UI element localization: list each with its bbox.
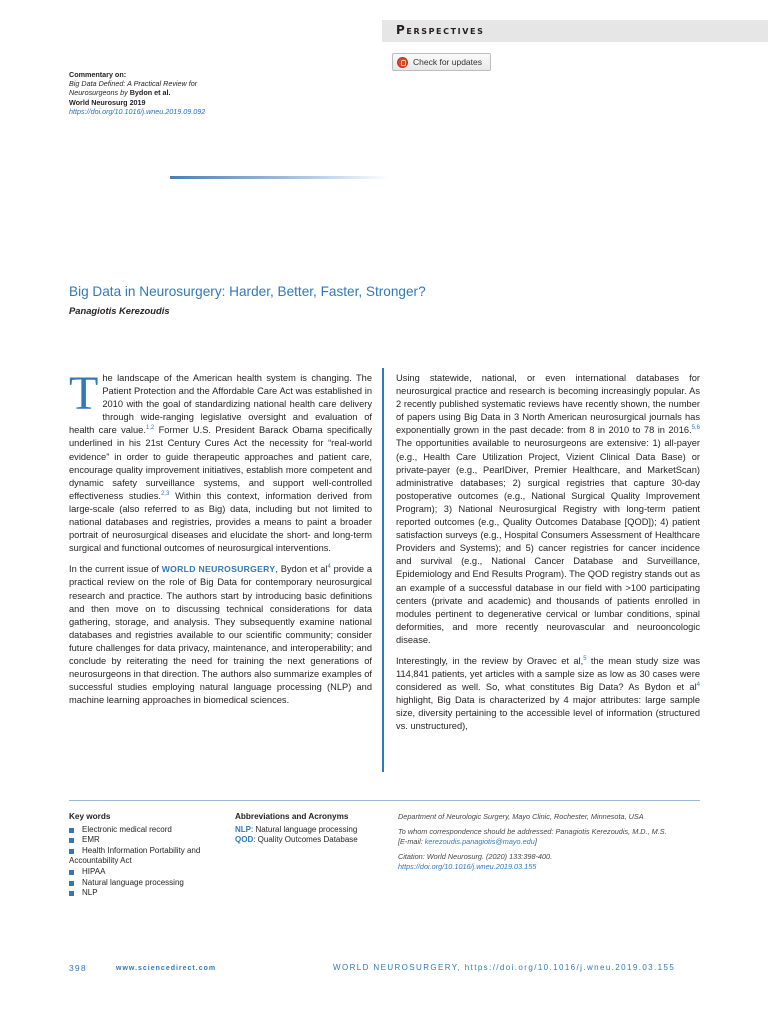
citation-ref[interactable]: 5,6: [691, 425, 700, 432]
commentary-title-line1: Big Data Defined: A Practical Review for: [69, 79, 198, 89]
text-run: the mean study size was 114,841 patients, yet articles with a sample size as low as 30 cases were considered as well. So, what constitutes Big Data? As Bydon et al: [396, 655, 700, 693]
citation-ref[interactable]: 1,2: [145, 425, 155, 432]
paragraph: [396, 372, 700, 647]
bullet-icon: [69, 891, 74, 896]
abbreviation-definition: : Natural language processing: [251, 824, 358, 834]
abbreviation-entry: [235, 835, 365, 846]
keyword-item: [69, 825, 219, 836]
commentary-journal-year: World Neurosurg 2019: [69, 97, 146, 107]
keyword-text: EMR: [82, 835, 100, 845]
article-title: Big Data in Neurosurgery: Harder, Better, Faster, Stronger?: [69, 284, 426, 299]
abbreviations-box: [235, 812, 365, 846]
citation-ref[interactable]: 2,3: [160, 490, 170, 497]
bullet-icon: [69, 849, 74, 854]
keywords-box: [69, 812, 219, 899]
journal-link[interactable]: WORLD NEUROSURGERY: [161, 564, 276, 575]
commentary-block: [69, 70, 329, 116]
check-for-updates-button[interactable]: [392, 53, 491, 71]
column-divider: [382, 368, 384, 772]
bullet-icon: [69, 838, 74, 843]
check-for-updates-label: Check for updates: [413, 57, 482, 67]
text-run: provide a practical review on the role of Big Data for contemporary neurosurgical research and practice. The authors start by introducing basic definitions and then move on to discussing technical considerations for data gathering, storage, and analysis. They subsequently examine national databases and registries available to our scientific community; consider future challenges for data privacy, maintenance, and interoperability; and conclude by reiterating the need for training the next generations of neurosurgeons in that direction. The authors also summarize examples of successful studies employing natural language processing (NLP) and machine learning approaches in biomedical sciences.: [69, 564, 372, 706]
keyword-text-cont: Accountability Act: [69, 856, 132, 866]
keyword-text: NLP: [82, 888, 98, 898]
abbreviation-term: QOD: [235, 835, 254, 845]
drop-cap: T: [69, 367, 99, 420]
citation-ref[interactable]: 5: [583, 655, 587, 662]
keyword-text: Natural language processing: [82, 877, 184, 887]
article-author: Panagiotis Kerezoudis: [69, 305, 170, 316]
keyword-text: HIPAA: [82, 866, 106, 876]
keyword-item: [69, 846, 219, 867]
email-link[interactable]: kerezoudis.panagiotis@mayo.edu: [424, 837, 535, 846]
correspondence-text: To whom correspondence should be addressed: Panagiotis Kerezoudis, M.D., M.S.: [398, 827, 667, 836]
citation-ref[interactable]: 4: [327, 564, 331, 571]
sciencedirect-link[interactable]: www.sciencedirect.com: [116, 965, 217, 972]
article-doi-link[interactable]: https://doi.org/10.1016/j.wneu.2019.03.155: [398, 862, 537, 871]
decorative-rule: [170, 176, 390, 179]
keyword-item: [69, 888, 219, 899]
paragraph: [69, 367, 373, 555]
correspondence: [398, 827, 698, 847]
department: Department of Neurologic Surgery, Mayo Clinic, Rochester, Minnesota, USA: [398, 812, 644, 821]
commentary-label: Commentary on:: [69, 70, 127, 79]
footnote-rule: [69, 800, 700, 801]
text-run: In the current issue of: [69, 564, 162, 575]
abbreviation-term: NLP: [235, 824, 251, 834]
email-label: [E-mail:: [398, 837, 425, 846]
body-column-right: [396, 372, 700, 742]
keywords-title: Key words: [69, 812, 111, 821]
text-run: Interestingly, in the review by Oravec et al,: [396, 655, 584, 666]
keyword-item: [69, 878, 219, 889]
check-updates-icon: [397, 57, 408, 68]
commentary-doi-link[interactable]: https://doi.org/10.1016/j.wneu.2019.09.092: [69, 106, 206, 116]
citation: [398, 852, 698, 872]
keyword-item: [69, 835, 219, 846]
paragraph: [69, 563, 372, 707]
abbreviation-entry: [235, 825, 365, 836]
commentary-title-line2: Neurosurgeons by: [69, 88, 128, 98]
keyword-item: [69, 867, 219, 878]
text-run: , Bydon et al: [275, 564, 328, 575]
section-header-label: Perspectives: [396, 23, 485, 37]
page-number: 398: [69, 963, 87, 973]
keyword-text: Electronic medical record: [82, 824, 172, 834]
citation-ref[interactable]: 4: [696, 682, 700, 689]
footer-journal-doi[interactable]: WORLD NEUROSURGERY, https://doi.org/10.1016/j.wneu.2019.03.155: [333, 963, 676, 972]
text-run: Within this context, information derived from large-scale (also referred to as Big) data, including but not limited to national databases and registries, provides a means to paint a broader portrait of neurosurgical diseases and elucidate the short- and long-term surgical and functional outcomes of neurosurgical interventions.: [69, 490, 372, 554]
text-run: Former U.S. President Barack Obama specifically underlined in his 21st Century Cures Act the necessity for “real-world evidence” in order to guide therapeutic approaches and patient care, encourage quality improvement initiatives, establish more competent and dynamic safety surveillance systems, and support well-controlled effectiveness studies.: [69, 425, 373, 501]
text-run: highlight, Big Data is characterized by 4 major attributes: large sample size, diversity pertaining to the accessible level of information (structured vs. unstructured),: [396, 695, 700, 732]
paragraph: [396, 655, 700, 734]
email-end: ]: [534, 837, 537, 846]
body-column-left: [69, 367, 373, 715]
text-run: The opportunities available to neurosurgeons are extensive: 1) all-payer (e.g., Health Care Utilization Project, Vizient Clinical Data Base) or private-payer (e.g., PearlDiver, Premier Healthcare, and MarketScan) administrative databases; 2) surgical registries that capture 30-day postoperative outcomes (e.g., National Surgical Quality Improvement Program); 3) National Neurosurgical Registry with long-term patient reported outcomes (e.g., Quality Outcomes Database [QOD]); 4) patient satisfaction surveys (e.g., Hospital Consumers Assessment of Healthcare Providers and Systems); and 5) cancer registries for cancer incidence and survival (e.g., National Cancer Database and Surveillance, Epidemiology and End Results Program). The QOD registry stands out as an example of a successful database in our field with >100 participating centers (private and academic) and thousands of patients enrolled in modules pertinent to degenerative cervical or lumbar conditions, spinal deformities, and more recently neurovascular and neurooncologic disease.: [396, 438, 700, 645]
bullet-icon: [69, 870, 74, 875]
keyword-text: Health Information Portability and: [82, 845, 201, 855]
abbreviation-definition: : Quality Outcomes Database: [253, 835, 358, 845]
abbreviations-title: Abbreviations and Acronyms: [235, 812, 349, 821]
text-run: Using statewide, national, or even international databases for neurosurgical practice and research is becoming increasingly popular. As 2 recently published systematic reviews have recently shown, the number of papers using Big Data in 3 North American neurosurgical journals has exponentially grown in the past decade: from 8 in 2010 to 78 in 2016.: [396, 373, 700, 436]
bullet-icon: [69, 881, 74, 886]
affiliation-block: [398, 812, 698, 877]
bullet-icon: [69, 828, 74, 833]
commentary-author: Bydon et al.: [129, 88, 171, 98]
text-run: he landscape of the American health system is changing. The Patient Protection and the Affordable Care Act was established in 2010 with the goal of standardizing national health care delivery through wide-ranging legislative oversight and evaluation of health care value.: [69, 373, 372, 436]
citation-text: Citation: World Neurosurg. (2020) 133:398-400.: [398, 852, 553, 861]
